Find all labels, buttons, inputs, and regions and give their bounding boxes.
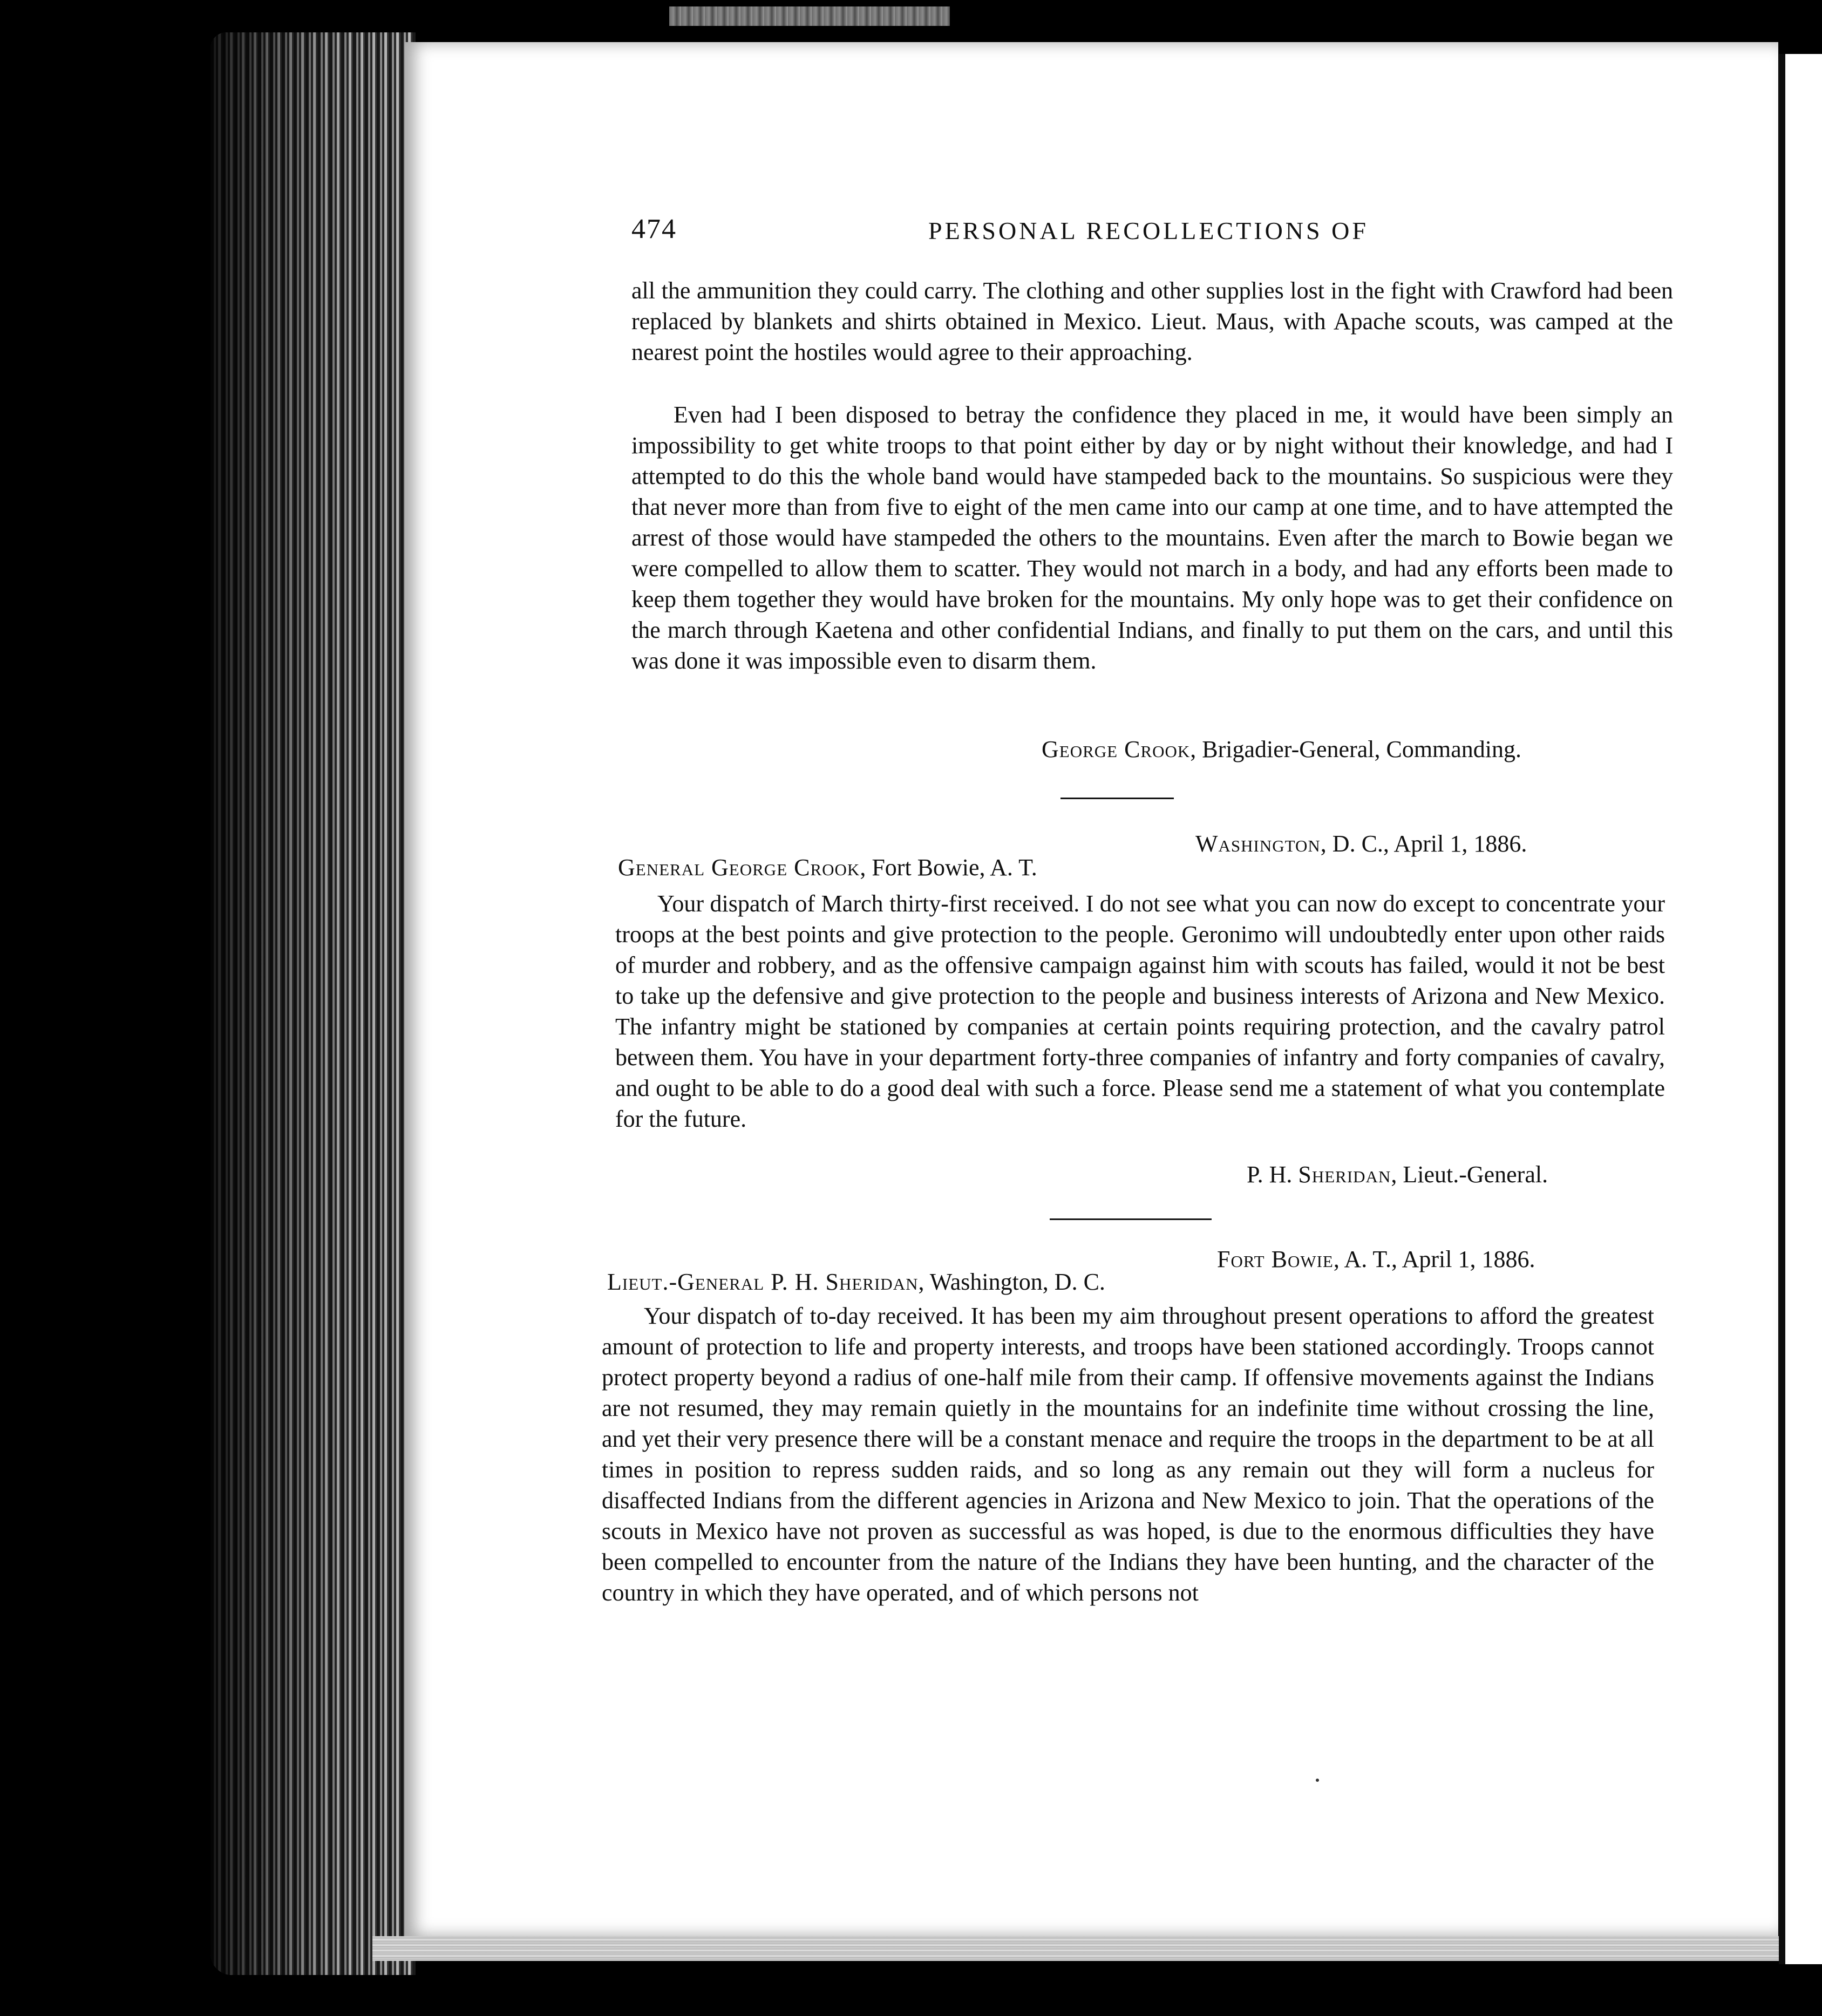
scan-top-artifact (669, 6, 950, 26)
page-number: 474 (631, 214, 677, 244)
address-place: , Fort Bowie, A. T. (860, 854, 1037, 881)
dateline-date: , D. C., April 1, 1886. (1320, 830, 1527, 857)
section-divider (1050, 1218, 1212, 1220)
address-name: Lieut.-General P. H. Sheridan (607, 1269, 919, 1295)
address-sheridan (607, 1268, 1105, 1296)
paragraph-crook-reply: Your dispatch of to-day received. It has been my aim throughout present operations to afford the greatest amount of protection to life and property interests, and troops have been stationed accordingly. Troops cannot protect property beyond a radius of one-half mile from their camp. If offensive movements against the Indians are not resumed, they may remain quietly in the mountains for an indefinite time without crossing the line, and yet their very presence there will be a constant menace and require the troops in the department to be at all times in position to repress sudden raids, and so long as any remain out they will form a nucleus for disaffected Indians from the different agencies in Arizona and New Mexico to join. That the operations of the scouts in Mexico have not proven as successful as was hoped, is due to the enormous difficulties they have been compelled to encounter from the nature of the Indians they have been hunting, and the character of the country in which they have operated, and of which persons not (602, 1303, 1654, 1606)
dateline-place: Washington (1195, 830, 1321, 857)
address-place: , Washington, D. C. (918, 1269, 1105, 1295)
paragraph-ammunition: all the ammunition they could carry. The clothing and other supplies lost in the fight with Crawford had been replaced by blankets and shirts obtained in Mexico. Lieut. Maus, with Apache scouts, was camped at the nearest point the hostiles would agree to their approaching. (631, 277, 1673, 365)
signature-name: George Crook (1042, 736, 1191, 762)
address-name: General George Crook (618, 854, 860, 881)
signature-sheridan (1247, 1159, 1548, 1190)
signature-title: , Brigadier-General, Commanding. (1190, 736, 1522, 762)
scan-speck (1316, 1779, 1319, 1782)
paragraph-confidence: Even had I been disposed to betray the confidence they placed in me, it would have been simply an impossibility to get white troops to that point either by day or by night without their knowledge, and had I attempted to do this the whole band would have stampeded back to the mountains. So suspicious were they that never more than from five to eight of the men came into our camp at one time, and to have attempted the arrest of those would have stampeded the others to the mountains. Even after the march to Bowie began we were compelled to allow them to scatter. They would not march in a body, and had any efforts been made to keep them together they would have broken for the mountains. My only hope was to get their confidence on the march through Kaetena and other confidential Indians, and finally to put them on the cars, and until this was done it was impossible even to disarm them. (631, 401, 1673, 674)
dateline-date: , A. T., April 1, 1886. (1333, 1246, 1535, 1272)
dateline-washington (1195, 830, 1527, 857)
address-crook (618, 854, 1037, 881)
facing-page-edge (1781, 54, 1822, 1964)
signature-title: , Lieut.-General. (1391, 1161, 1548, 1188)
paragraph-sheridan-dispatch: Your dispatch of March thirty-first received. I do not see what you can now do except to concentrate your troops at the best points and give protection to the people. Geronimo will undoubtedly enter upon other raids of murder and robbery, and as the offensive campaign against him with scouts has failed, would it not be best to take up the defensive and give protection to the people and business interests of Arizona and New Mexico. The infantry might be stationed by companies at certain points requiring protection, and the cavalry patrol between them. You have in your department forty-three companies of infantry and forty companies of cavalry, and ought to be able to do a good deal with such a force. Please send me a statement of what you contemplate for the future. (615, 890, 1665, 1132)
right-gutter (1779, 54, 1785, 1964)
book-bottom-edge (372, 1936, 1781, 1961)
running-head-title: PERSONAL RECOLLECTIONS OF (928, 217, 1369, 244)
signature-initials: P. H. (1247, 1161, 1298, 1188)
running-head (631, 213, 1678, 256)
signature-name: Sheridan (1298, 1161, 1391, 1188)
dateline-place: Fort Bowie (1217, 1246, 1334, 1272)
signature-crook (1042, 734, 1521, 765)
book-edge-shadow (210, 32, 416, 1975)
dateline-fort-bowie (1217, 1245, 1535, 1273)
section-divider (1060, 798, 1174, 799)
